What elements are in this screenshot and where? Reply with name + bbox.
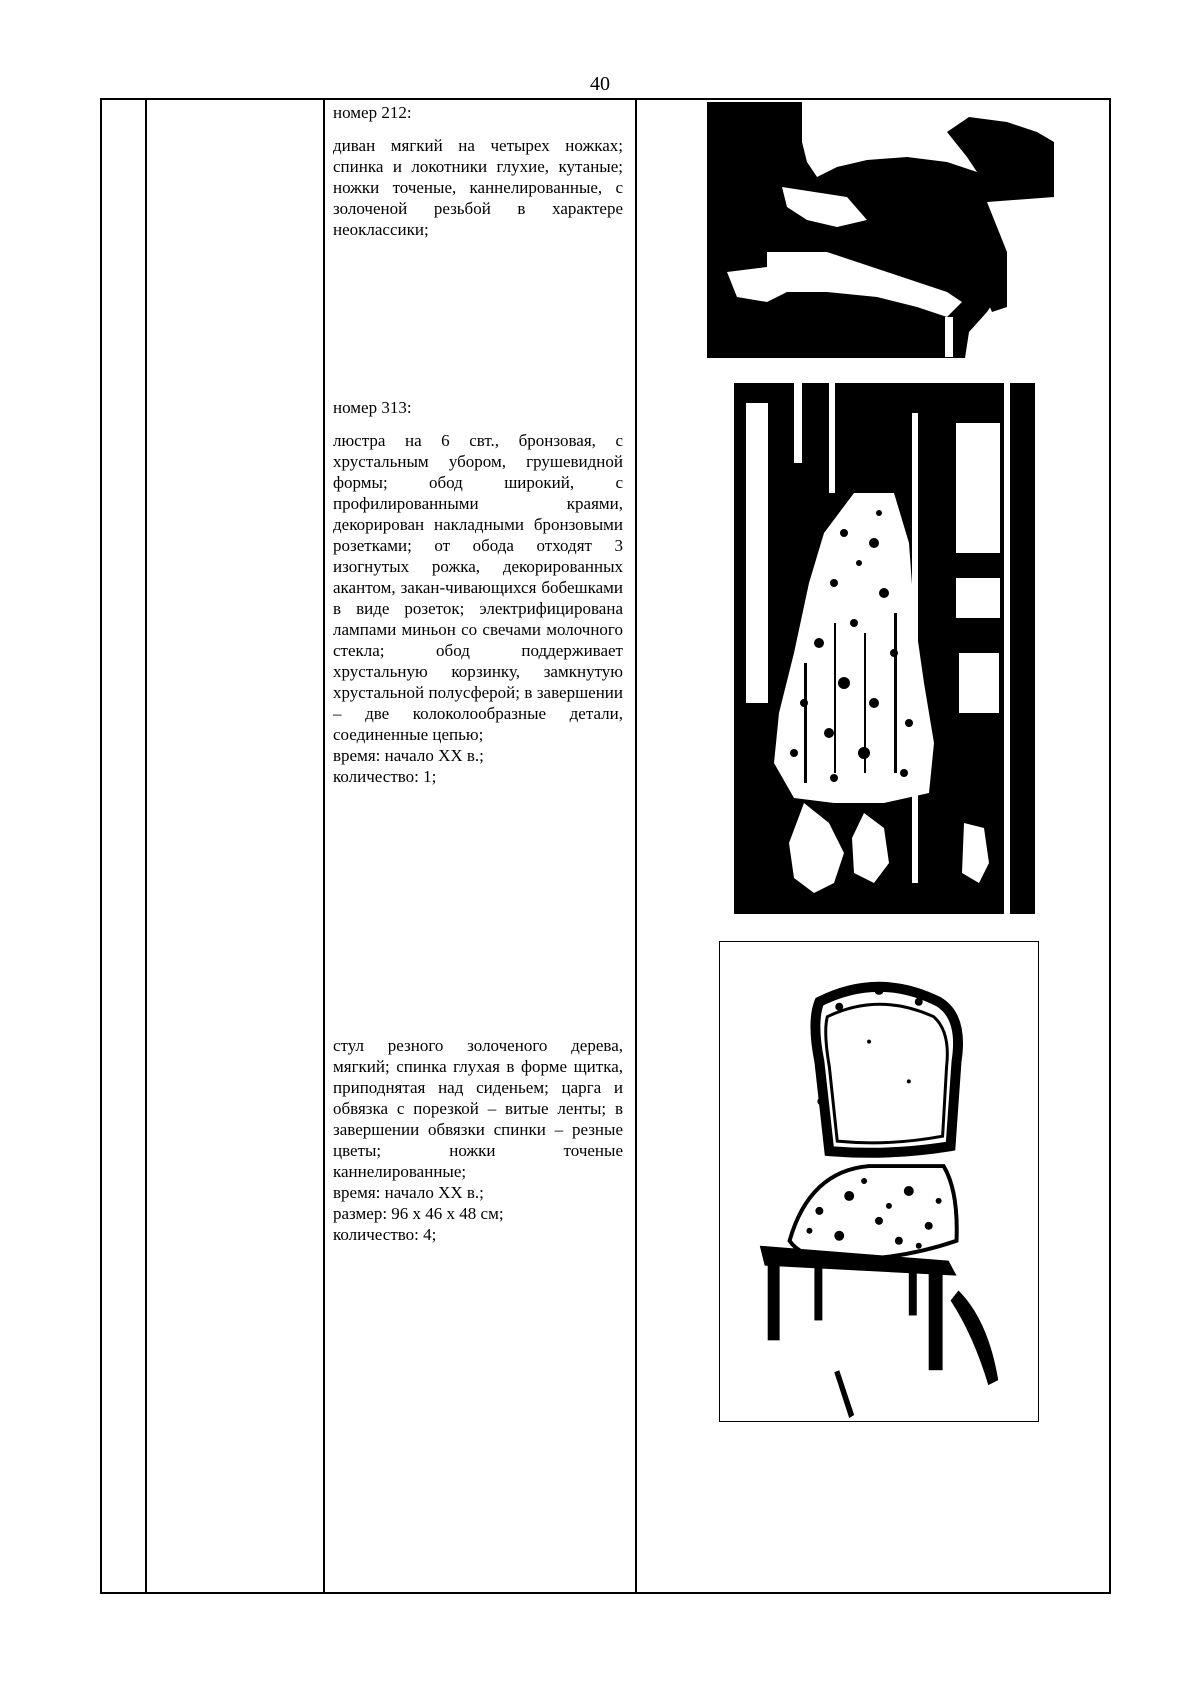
sofa-photo — [707, 102, 1054, 358]
chandelier-photo — [734, 383, 1035, 914]
item-description: стул резного золоченого дерева, мягкий; спинка глухая в форме щитка, приподнятая над сиденьем; царга и обвязка с порезкой – витые ленты; в завершении обвязки спинки – резные цветы; ножки точеные каннелированные; — [333, 1036, 623, 1181]
table-bottom-border — [100, 1592, 1111, 1594]
page-number: 40 — [590, 73, 610, 95]
item-time: время: начало XX в.; — [333, 1183, 484, 1202]
table-border-right — [1109, 98, 1111, 1594]
item-size: размер: 96 х 46 х 48 см; — [333, 1204, 504, 1223]
item-number: номер 212: — [333, 103, 412, 122]
item-entry-chair — [333, 1035, 623, 1245]
table-column-divider — [323, 98, 325, 1594]
item-entry-sofa — [333, 102, 623, 240]
item-quantity: количество: 1; — [333, 767, 437, 786]
item-number: номер 313: — [333, 398, 412, 417]
chair-photo — [719, 941, 1039, 1422]
table-column-divider — [635, 98, 637, 1594]
item-description: люстра на 6 свт., бронзовая, с хрустальным убором, грушевидной формы; обод широкий, с профилированными краями, декорирован накладными бронзовыми розетками; от обода отходят 3 изогнутых рожка, декорированных акантом, закан-чивающихся бобешками в виде розеток; электрифицирована лампами миньон со свечами молочного стекла; обод поддерживает хрустальную корзинку, замкнутую хрустальной полусферой; в завершении – две колоколообразные детали, соединенные цепью; — [333, 431, 623, 744]
table-column-divider — [145, 98, 147, 1594]
item-entry-chandelier — [333, 397, 623, 787]
item-description: диван мягкий на четырех ножках; спинка и локотники глухие, кутаные; ножки точеные, каннелированные, с золоченой резьбой в характере неоклассики; — [333, 136, 623, 239]
table-border-left — [100, 98, 102, 1594]
table-top-border — [100, 98, 1111, 100]
item-quantity: количество: 4; — [333, 1225, 437, 1244]
item-time: время: начало XX в.; — [333, 746, 484, 765]
